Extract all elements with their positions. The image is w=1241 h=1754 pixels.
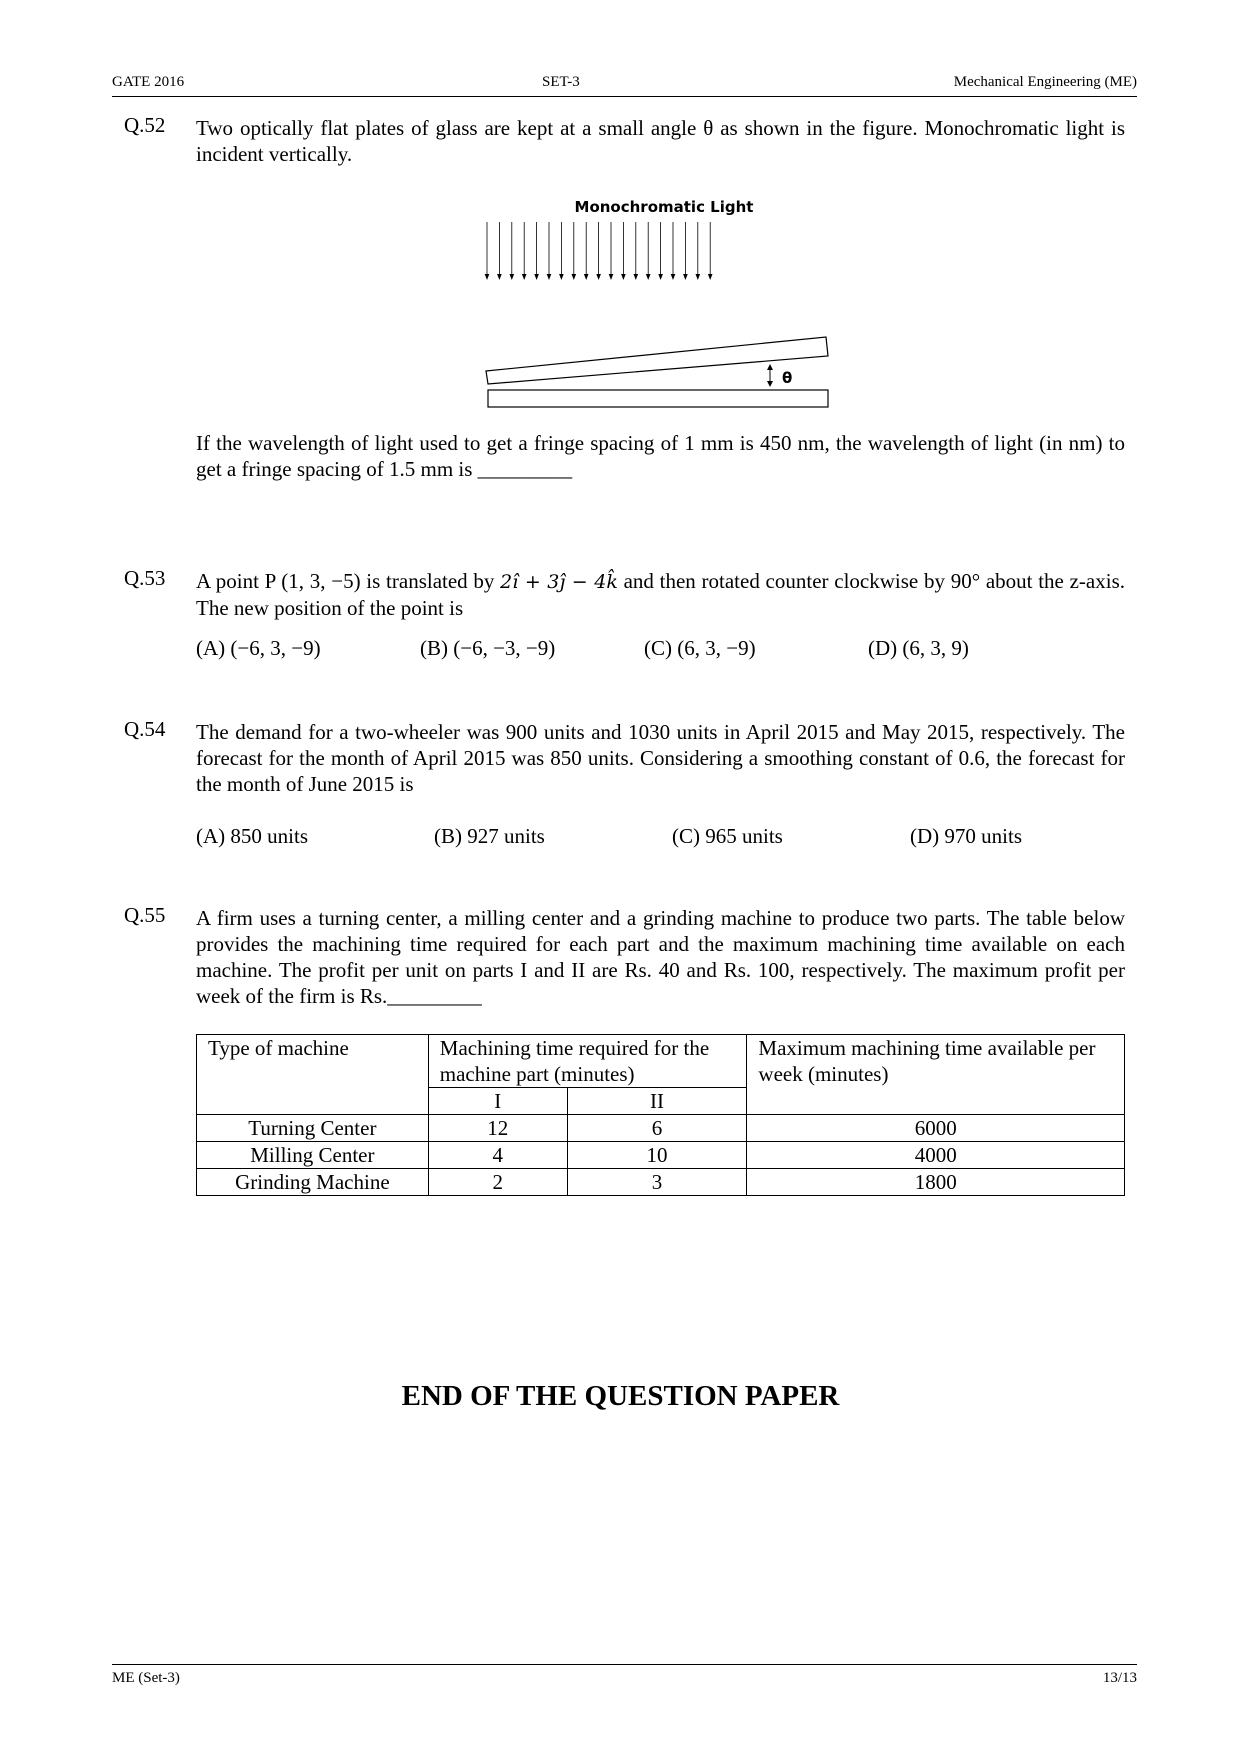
machine-name: Milling Center (197, 1142, 429, 1169)
lower-glass-plate (488, 390, 828, 407)
machine-name: Grinding Machine (197, 1169, 429, 1196)
table-header-row (197, 1035, 1125, 1088)
q55-number: Q.55 (124, 903, 166, 927)
light-ray-arrowhead (559, 274, 564, 280)
part-2-time: 6 (567, 1115, 747, 1142)
table-row (197, 1115, 1125, 1142)
end-of-paper-title: END OF THE QUESTION PAPER (401, 1380, 840, 1412)
header-part-2: II (567, 1088, 747, 1115)
q52-number: Q.52 (124, 113, 166, 137)
light-ray-arrowhead (510, 274, 515, 280)
light-ray-arrowhead (497, 274, 502, 280)
q54-option-c: (C) 965 units (672, 824, 783, 848)
part-2-time: 10 (567, 1142, 747, 1169)
machining-table (196, 1034, 1125, 1196)
light-ray-arrowhead (522, 274, 527, 280)
light-ray-arrowhead (584, 274, 589, 280)
q52-text: Two optically flat plates of glass are kept at a small angle θ as shown in the figure. Monochromatic light is incident vertically. (196, 116, 1125, 166)
header-machining-time: Machining time required for the machine part (minutes) (428, 1035, 747, 1088)
machine-name: Turning Center (197, 1115, 429, 1142)
header-type-of-machine: Type of machine (197, 1035, 429, 1115)
part-1-time: 12 (428, 1115, 567, 1142)
light-ray-arrowhead (621, 274, 626, 280)
light-ray-arrowhead (572, 274, 577, 280)
max-time: 4000 (747, 1142, 1125, 1169)
q53-option-a: (A) (−6, 3, −9) (196, 636, 321, 660)
light-ray-arrowhead (634, 274, 639, 280)
q53-number: Q.53 (124, 566, 166, 590)
light-ray-arrowhead (534, 274, 539, 280)
header-part-1: I (428, 1088, 567, 1115)
upper-glass-plate (486, 337, 828, 384)
header-exam-name: GATE 2016 (112, 74, 185, 90)
q54-text: The demand for a two-wheeler was 900 units and 1030 units in April 2015 and May 2015, respectively. The forecast for the month of April 2015 was 850 units. Considering a smoothing constant of 0.6, the forecast for the month of June 2015 is (196, 720, 1125, 796)
header-subject: Mechanical Engineering (ME) (953, 74, 1137, 90)
table-row (197, 1169, 1125, 1196)
header-rule (112, 96, 1137, 97)
footer-rule (112, 1664, 1137, 1665)
q55-text: A firm uses a turning center, a milling center and a grinding machine to produce two parts. The table below provides the machining time required for each part and the maximum machining time available on each machine. The profit per unit on parts I and II are Rs. 40 and Rs. 100, respectively. The maximum profit per week of the firm is Rs._________ (196, 906, 1125, 1008)
max-time: 6000 (747, 1115, 1125, 1142)
q54-number: Q.54 (124, 717, 166, 741)
q53-vector: 2î + 3ĵ − 4k̂ (500, 571, 618, 593)
footer-page-number: 13/13 (1102, 1670, 1137, 1686)
q53-text (196, 568, 1125, 621)
footer-paper-code: ME (Set-3) (112, 1670, 180, 1686)
angle-label: θ (782, 369, 793, 387)
header-set: SET-3 (542, 74, 580, 90)
light-ray-arrowhead (485, 274, 490, 280)
angle-arrow-down (767, 381, 773, 387)
q53-option-d: (D) (6, 3, 9) (868, 636, 969, 660)
q52-text2: If the wavelength of light used to get a fringe spacing of 1 mm is 450 nm, the wavelength of light (in nm) to get a fringe spacing of 1.5 mm is _________ (196, 431, 1125, 481)
part-1-time: 4 (428, 1142, 567, 1169)
figure-title: Monochromatic Light (574, 198, 754, 216)
light-ray-arrowhead (596, 274, 601, 280)
light-ray-arrowhead (609, 274, 614, 280)
q53-option-c: (C) (6, 3, −9) (644, 636, 756, 660)
max-time: 1800 (747, 1169, 1125, 1196)
header-max-time: Maximum machining time available per week (minutes) (747, 1035, 1125, 1115)
q54-option-b: (B) 927 units (434, 824, 545, 848)
light-ray-arrowhead (646, 274, 651, 280)
light-ray-arrowhead (658, 274, 663, 280)
light-ray-arrowhead (683, 274, 688, 280)
q54-option-a: (A) 850 units (196, 824, 308, 848)
q53-text-b: and then rotated counter clockwise by 90° about the z-axis. The new position of the point is (196, 569, 1125, 620)
angle-arrow-up (767, 364, 773, 370)
q53-option-b: (B) (−6, −3, −9) (420, 636, 556, 660)
part-2-time: 3 (567, 1169, 747, 1196)
part-1-time: 2 (428, 1169, 567, 1196)
light-ray-arrowhead (671, 274, 676, 280)
light-ray-arrowhead (547, 274, 552, 280)
light-ray-arrowhead (708, 274, 713, 280)
light-arrows (485, 222, 713, 280)
q52-figure (470, 195, 850, 410)
q53-text-a: A point P (1, 3, −5) is translated by (196, 569, 501, 593)
q54-option-d: (D) 970 units (910, 824, 1022, 848)
table-row (197, 1142, 1125, 1169)
light-ray-arrowhead (696, 274, 701, 280)
